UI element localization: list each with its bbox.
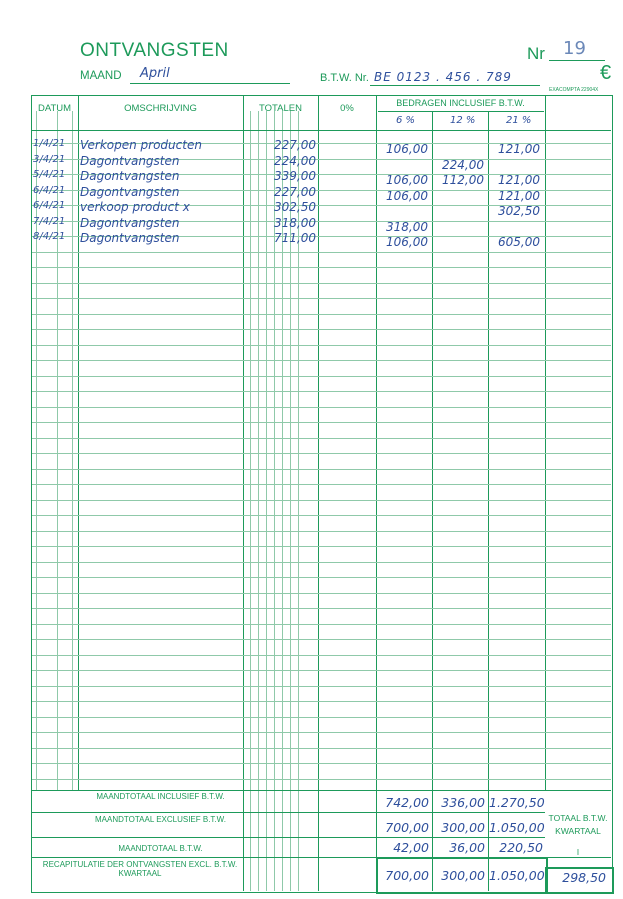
form-code: EXACOMPTA 22904X (549, 87, 599, 93)
col-header-21pct: 21 % (506, 115, 532, 126)
ruling-line (32, 686, 611, 687)
btw-label: B.T.W. Nr. (320, 72, 369, 84)
ruling-line (32, 655, 611, 656)
ruling-line (32, 732, 611, 733)
ruling-line (32, 267, 611, 268)
ruling-line (32, 453, 611, 454)
recap-12pct: 300,00 (441, 868, 485, 883)
col-header-12pct: 12 % (450, 115, 476, 126)
col-header-0pct: 0% (340, 103, 354, 114)
col-header-totalen: TOTALEN (259, 103, 302, 114)
ruling-line (32, 484, 611, 485)
ruling-line (32, 748, 611, 749)
ruling-line (32, 763, 611, 764)
ruling-line (32, 298, 611, 299)
ruling-line (32, 283, 611, 284)
btw-21pct: 220,50 (499, 840, 543, 855)
ruling-line (32, 701, 611, 702)
row-6pct: 106,00 (386, 235, 428, 249)
row-date: 5/4/21 (33, 169, 66, 180)
incl-6pct: 742,00 (385, 795, 429, 810)
row-date: 6/4/21 (33, 185, 66, 196)
row-date: 6/4/21 (33, 200, 66, 211)
ruling-line (32, 314, 611, 315)
row-description: Dagontvangsten (80, 154, 180, 168)
row-total: 302,50 (274, 200, 316, 214)
ruling-line (32, 500, 611, 501)
ruling-line (32, 546, 611, 547)
euro-icon: € (600, 62, 612, 84)
btw-total-kwartaal: 298,50 (562, 870, 606, 885)
footer-line (32, 812, 545, 813)
col-header-datum: DATUM (37, 103, 72, 114)
row-description: Dagontvangsten (80, 169, 180, 183)
form-title: ONTVANGSTEN (80, 40, 229, 61)
row-6pct: 106,00 (386, 173, 428, 187)
datum-subline (72, 111, 73, 791)
footer-line (32, 837, 545, 838)
incl-21pct: 1.270,50 (489, 795, 545, 810)
ruling-line (32, 515, 611, 516)
btw-6pct: 42,00 (393, 840, 429, 855)
number-label: Nr (527, 44, 545, 63)
row-date: 1/4/21 (33, 138, 66, 149)
ruling-line (32, 360, 611, 361)
ruling-line (32, 670, 611, 671)
ruling-line (32, 438, 611, 439)
datum-subline (36, 111, 37, 791)
row-description: Verkopen producten (80, 138, 202, 152)
col-divider-omschrijving (243, 95, 244, 891)
ruling-line (32, 779, 611, 780)
kwartaal-number: I (576, 848, 580, 857)
row-21pct: 302,50 (498, 204, 540, 218)
maandtotaal-excl-label: MAANDTOTAAL EXCLUSIEF B.T.W. (95, 815, 226, 824)
excl-21pct: 1.050,00 (489, 820, 545, 835)
number-underline (549, 60, 605, 61)
col-divider-6pct (432, 111, 433, 891)
maandtotaal-incl-label: MAANDTOTAAL INCLUSIEF B.T.W. (96, 792, 225, 801)
ruling-line (32, 531, 611, 532)
col-divider-totalen (318, 95, 319, 891)
recap-6pct: 700,00 (385, 868, 429, 883)
datum-subline (57, 111, 58, 791)
row-description: verkoop product x (80, 200, 190, 214)
ruling-line (32, 624, 611, 625)
ruling-line (32, 422, 611, 423)
row-21pct: 121,00 (498, 173, 540, 187)
maand-label: MAAND (80, 70, 122, 82)
row-6pct: 106,00 (386, 142, 428, 156)
row-total: 227,00 (274, 185, 316, 199)
row-21pct: 121,00 (498, 142, 540, 156)
row-description: Dagontvangsten (80, 216, 180, 230)
ruling-line (32, 345, 611, 346)
row-12pct: 112,00 (442, 173, 484, 187)
row-description: Dagontvangsten (80, 231, 180, 245)
ruling-line (32, 717, 611, 718)
ruling-line (32, 469, 611, 470)
maand-underline (130, 83, 290, 84)
row-description: Dagontvangsten (80, 185, 180, 199)
totaal-btw-kwartaal-label: TOTAAL B.T.W. KWARTAAL (548, 813, 608, 836)
col-header-bedragen: BEDRAGEN INCLUSIEF B.T.W. (396, 98, 525, 108)
recap-label: RECAPITULATIE DER ONTVANGSTEN EXCL. B.T.W. KWARTAAL (42, 860, 238, 878)
maand-value[interactable]: April (140, 66, 170, 81)
row-date: 3/4/21 (33, 154, 66, 165)
col-header-omschrijving: OMSCHRIJVING (124, 103, 197, 114)
row-date: 7/4/21 (33, 216, 66, 227)
ruling-line (32, 252, 611, 253)
ruling-line (32, 608, 611, 609)
col-divider-0pct (376, 95, 377, 891)
recap-21pct: 1.050,00 (489, 868, 545, 883)
col-divider-12pct (488, 111, 489, 891)
btw-underline (370, 85, 540, 86)
header-bottom-line (32, 130, 611, 131)
row-6pct: 318,00 (386, 220, 428, 234)
btw-number-value[interactable]: BE 0123 . 456 . 789 (374, 70, 512, 84)
excl-6pct: 700,00 (385, 820, 429, 835)
ruling-line (32, 376, 611, 377)
excl-12pct: 300,00 (441, 820, 485, 835)
row-12pct: 224,00 (442, 158, 484, 172)
row-21pct: 605,00 (498, 235, 540, 249)
row-total: 227,00 (274, 138, 316, 152)
footer-top-line (32, 790, 611, 791)
ruling-line (32, 593, 611, 594)
incl-12pct: 336,00 (441, 795, 485, 810)
row-total: 339,00 (274, 169, 316, 183)
ruling-line (32, 407, 611, 408)
ruling-line (32, 391, 611, 392)
row-total: 224,00 (274, 154, 316, 168)
col-header-6pct: 6 % (396, 115, 416, 126)
ruling-line (32, 562, 611, 563)
row-date: 8/4/21 (33, 231, 66, 242)
row-6pct: 106,00 (386, 189, 428, 203)
maandtotaal-btw-label: MAANDTOTAAL B.T.W. (118, 844, 203, 853)
number-value: 19 (563, 38, 586, 59)
row-total: 711,00 (274, 231, 316, 245)
ruling-line (32, 639, 611, 640)
btw-12pct: 36,00 (449, 840, 485, 855)
row-21pct: 121,00 (498, 189, 540, 203)
row-total: 318,00 (274, 216, 316, 230)
ruling-line (32, 329, 611, 330)
ruling-line (32, 577, 611, 578)
bedragen-underline (378, 111, 544, 112)
